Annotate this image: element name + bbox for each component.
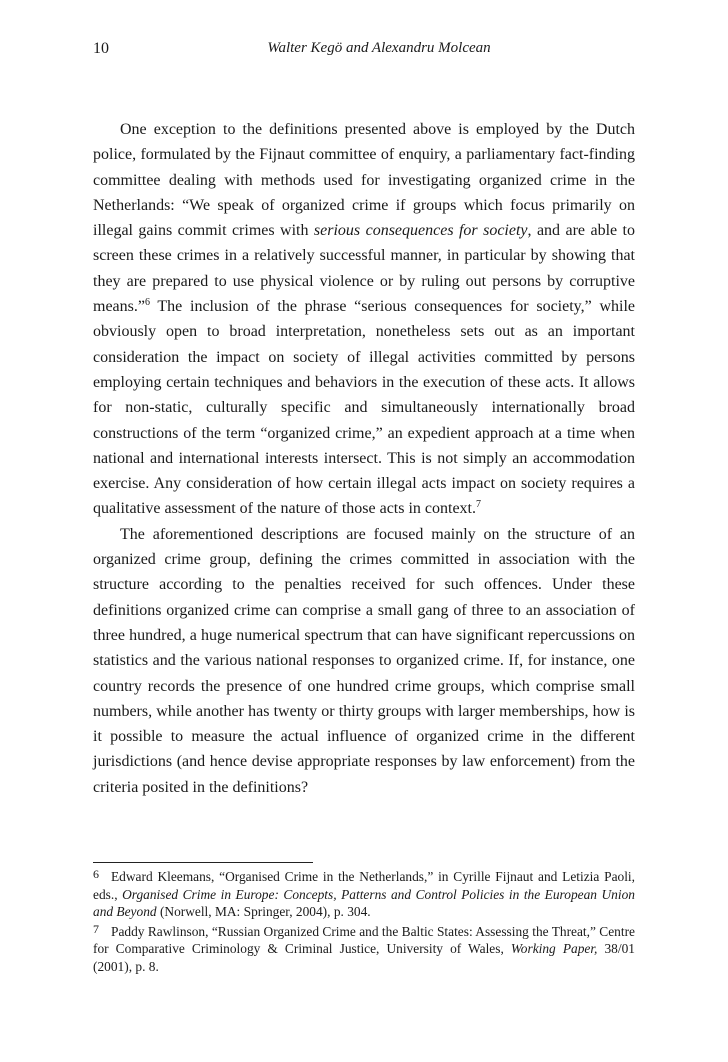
- page-header: [93, 40, 635, 64]
- paragraph-1: One exception to the definitions presented above is employed by the Dutch police, formulated by the Fijnaut committee of enquiry, a parliamentary fact-finding committee dealing with methods used for investigating organized crime in the Netherlands: “We speak of organized crime if groups which focus primarily on illegal gains commit crimes with serious consequences for society, and are able to screen these crimes in a relatively successful manner, in particular by showing that they are prepared to use physical violence or by ruling out persons by corruptive means.”$^6$ The inclusion of the phrase “serious consequences for society,” while obviously open to broad interpretation, nonetheless sets out as an important consideration the impact on society of illegal activities committed by persons employing certain techniques and behaviors in the execution of these acts. It allows for non-static, culturally specific and simultaneously internationally broad constructions of the term “organized crime,” an expedient approach at a time when national and international interests intersect. This is not simply an accommodation exercise. Any consideration of how certain illegal acts impact on society requires a qualitative assessment of the nature of those acts in context.$^7$: [93, 121, 635, 518]
- footnotes: [93, 866, 635, 975]
- footnote-number: 6: [93, 867, 99, 881]
- paragraph-2: The aforementioned descriptions are focused mainly on the structure of an organized crime group, defining the crimes committed in association with the structure according to the penalties received for such offences. Under these definitions organized crime can comprise a small gang of three to an association of three hundred, a huge numerical spectrum that can have significant repercussions on statistics and the various national responses to organized crime. If, for instance, one country records the presence of one hundred crime groups, which comprise small numbers, while another has twenty or thirty groups with larger memberships, how is it possible to measure the actual influence of organized crime in the different jurisdictions (and hence devise appropriate responses by law enforcement) from the criteria posited in the definitions?: [93, 525, 635, 796]
- footnote-7: 7 Paddy Rawlinson, “Russian Organized Crime and the Baltic States: Assessing the Threat,” Centre for Comparative Criminology & Criminal Justice, University of Wales, Working Paper, 38/01 (2001), p. 8.: [93, 921, 635, 974]
- footnote-ref-6[interactable]: 6: [144, 297, 150, 309]
- footnote-divider: [93, 862, 313, 863]
- footnote-ref-7[interactable]: 7: [476, 499, 481, 511]
- footnote-6: 6 Edward Kleemans, “Organised Crime in the Netherlands,” in Cyrille Fijnaut and Letizia Paoli, eds., Organised Crime in Europe: Concepts, Patterns and Control Policies in the European Union and Beyond (Norwell, MA: Springer, 2004), p. 304.: [93, 867, 635, 919]
- emphasis-text: serious consequences for society: [313, 222, 528, 240]
- body-text: [93, 117, 635, 800]
- footnote-number: 7: [93, 921, 99, 936]
- page-number: 10: [93, 40, 109, 57]
- running-title: Walter Kegö and Alexandru Molcean: [267, 40, 491, 56]
